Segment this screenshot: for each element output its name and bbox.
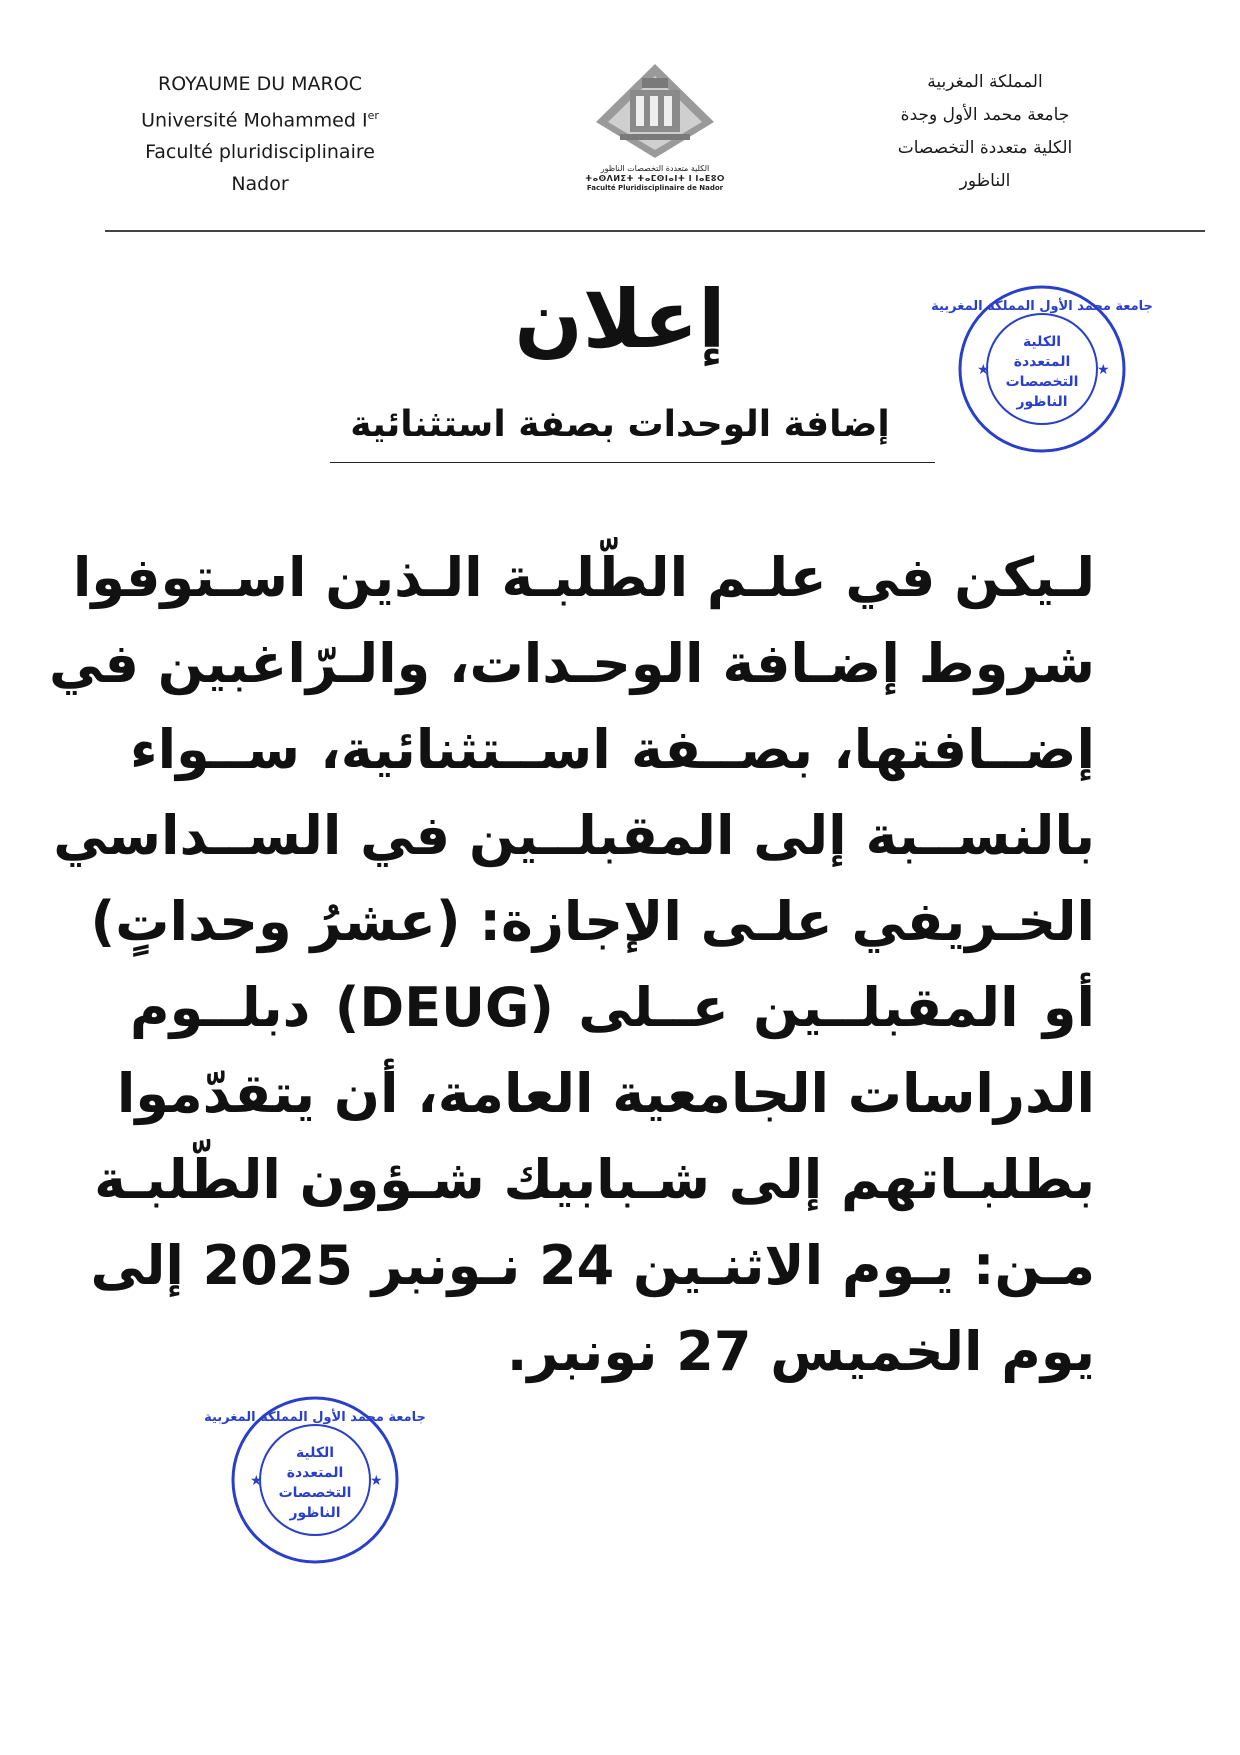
header-fr-faculty: Faculté pluridisciplinaire	[145, 141, 375, 164]
stamp-line-4: الناظور	[289, 1505, 341, 1521]
stamp-seal-icon	[204, 1393, 426, 1568]
subtitle-divider	[330, 462, 935, 463]
official-stamp-bottom	[204, 1393, 426, 1568]
announcement-subtitle: إضافة الوحدات بصفة استثنائية	[350, 404, 890, 445]
faculty-logo-emblem-icon	[590, 60, 720, 160]
header-divider	[105, 230, 1205, 232]
stamp-line-1: الكلية	[295, 1445, 335, 1461]
header-ar-country: المملكة المغربية	[927, 72, 1043, 92]
stamp-line-4: الناظور	[1016, 394, 1068, 410]
body-line: شروط إضـافة الوحـدات، والـرّاغبين في	[48, 632, 1095, 695]
header-ar-city: الناظور	[959, 171, 1011, 191]
stamp-line-3: التخصصات	[1005, 374, 1079, 390]
header-ar-university: جامعة محمد الأول وجدة	[900, 105, 1070, 125]
header-french	[130, 68, 390, 200]
body-line: يوم الخميس 27 نونبر.	[506, 1320, 1095, 1383]
stamp-line-2: المتعددة	[286, 1465, 344, 1481]
body-line: بطلبـاتهم إلى شـبابيك شـؤون الطّلبـة	[94, 1148, 1095, 1211]
stamp-line-2: المتعددة	[1013, 354, 1071, 370]
stamp-line-1: الكلية	[1022, 334, 1062, 350]
announcement-body	[48, 535, 1095, 1395]
stamp-line-3: التخصصات	[278, 1485, 352, 1501]
body-line: الدراسات الجامعية العامة، أن يتقدّموا	[116, 1062, 1095, 1125]
body-line: أو المقبلــين عــلى (DEUG) دبلــوم	[130, 976, 1095, 1039]
body-line: لـيكن في علـم الطّلبـة الـذين اسـتوفوا	[72, 546, 1095, 609]
faculty-logo	[580, 60, 730, 200]
logo-caption-french: Faculté Pluridisciplinaire de Nador	[586, 184, 724, 192]
announcement-title: إعلان	[514, 273, 726, 366]
header-fr-country: ROYAUME DU MAROC	[158, 73, 362, 95]
svg-text:★: ★	[977, 362, 990, 378]
header-fr-university: Université Mohammed Ier	[141, 109, 379, 132]
header-arabic	[855, 66, 1115, 198]
header-fr-sup: er	[367, 109, 379, 122]
body-line: إضــافتها، بصــفة اســتثنائية، ســواء	[130, 718, 1095, 781]
header-fr-city: Nador	[231, 173, 289, 196]
stamp-ring-text: جامعة محمد الأول المملكة المغربية	[931, 299, 1153, 314]
logo-caption-tifinagh: ⵜⴰⵙⴷⵍⵉⵜ ⵜⴰⵎⵙⵏⴰⵏⵜ ⵏ ⵏⴰⴹⵓⵔ	[585, 174, 725, 183]
svg-text:★: ★	[250, 1473, 263, 1489]
body-line: الخـريفي علـى الإجازة: (عشرُ وحداتٍ)	[90, 890, 1095, 953]
body-line: مـن: يـوم الاثنـين 24 نـونبر 2025 إلى	[90, 1234, 1095, 1297]
stamp-ring-text: جامعة محمد الأول المملكة المغربية	[204, 1410, 426, 1425]
body-line: بالنســبة إلى المقبلــين في الســداسي	[53, 804, 1095, 867]
logo-caption-arabic: الكلية متعددة التخصصات الناظور	[600, 164, 710, 173]
svg-text:★: ★	[370, 1473, 383, 1489]
svg-text:★: ★	[1097, 362, 1110, 378]
header-ar-faculty: الكلية متعددة التخصصات	[897, 138, 1073, 158]
